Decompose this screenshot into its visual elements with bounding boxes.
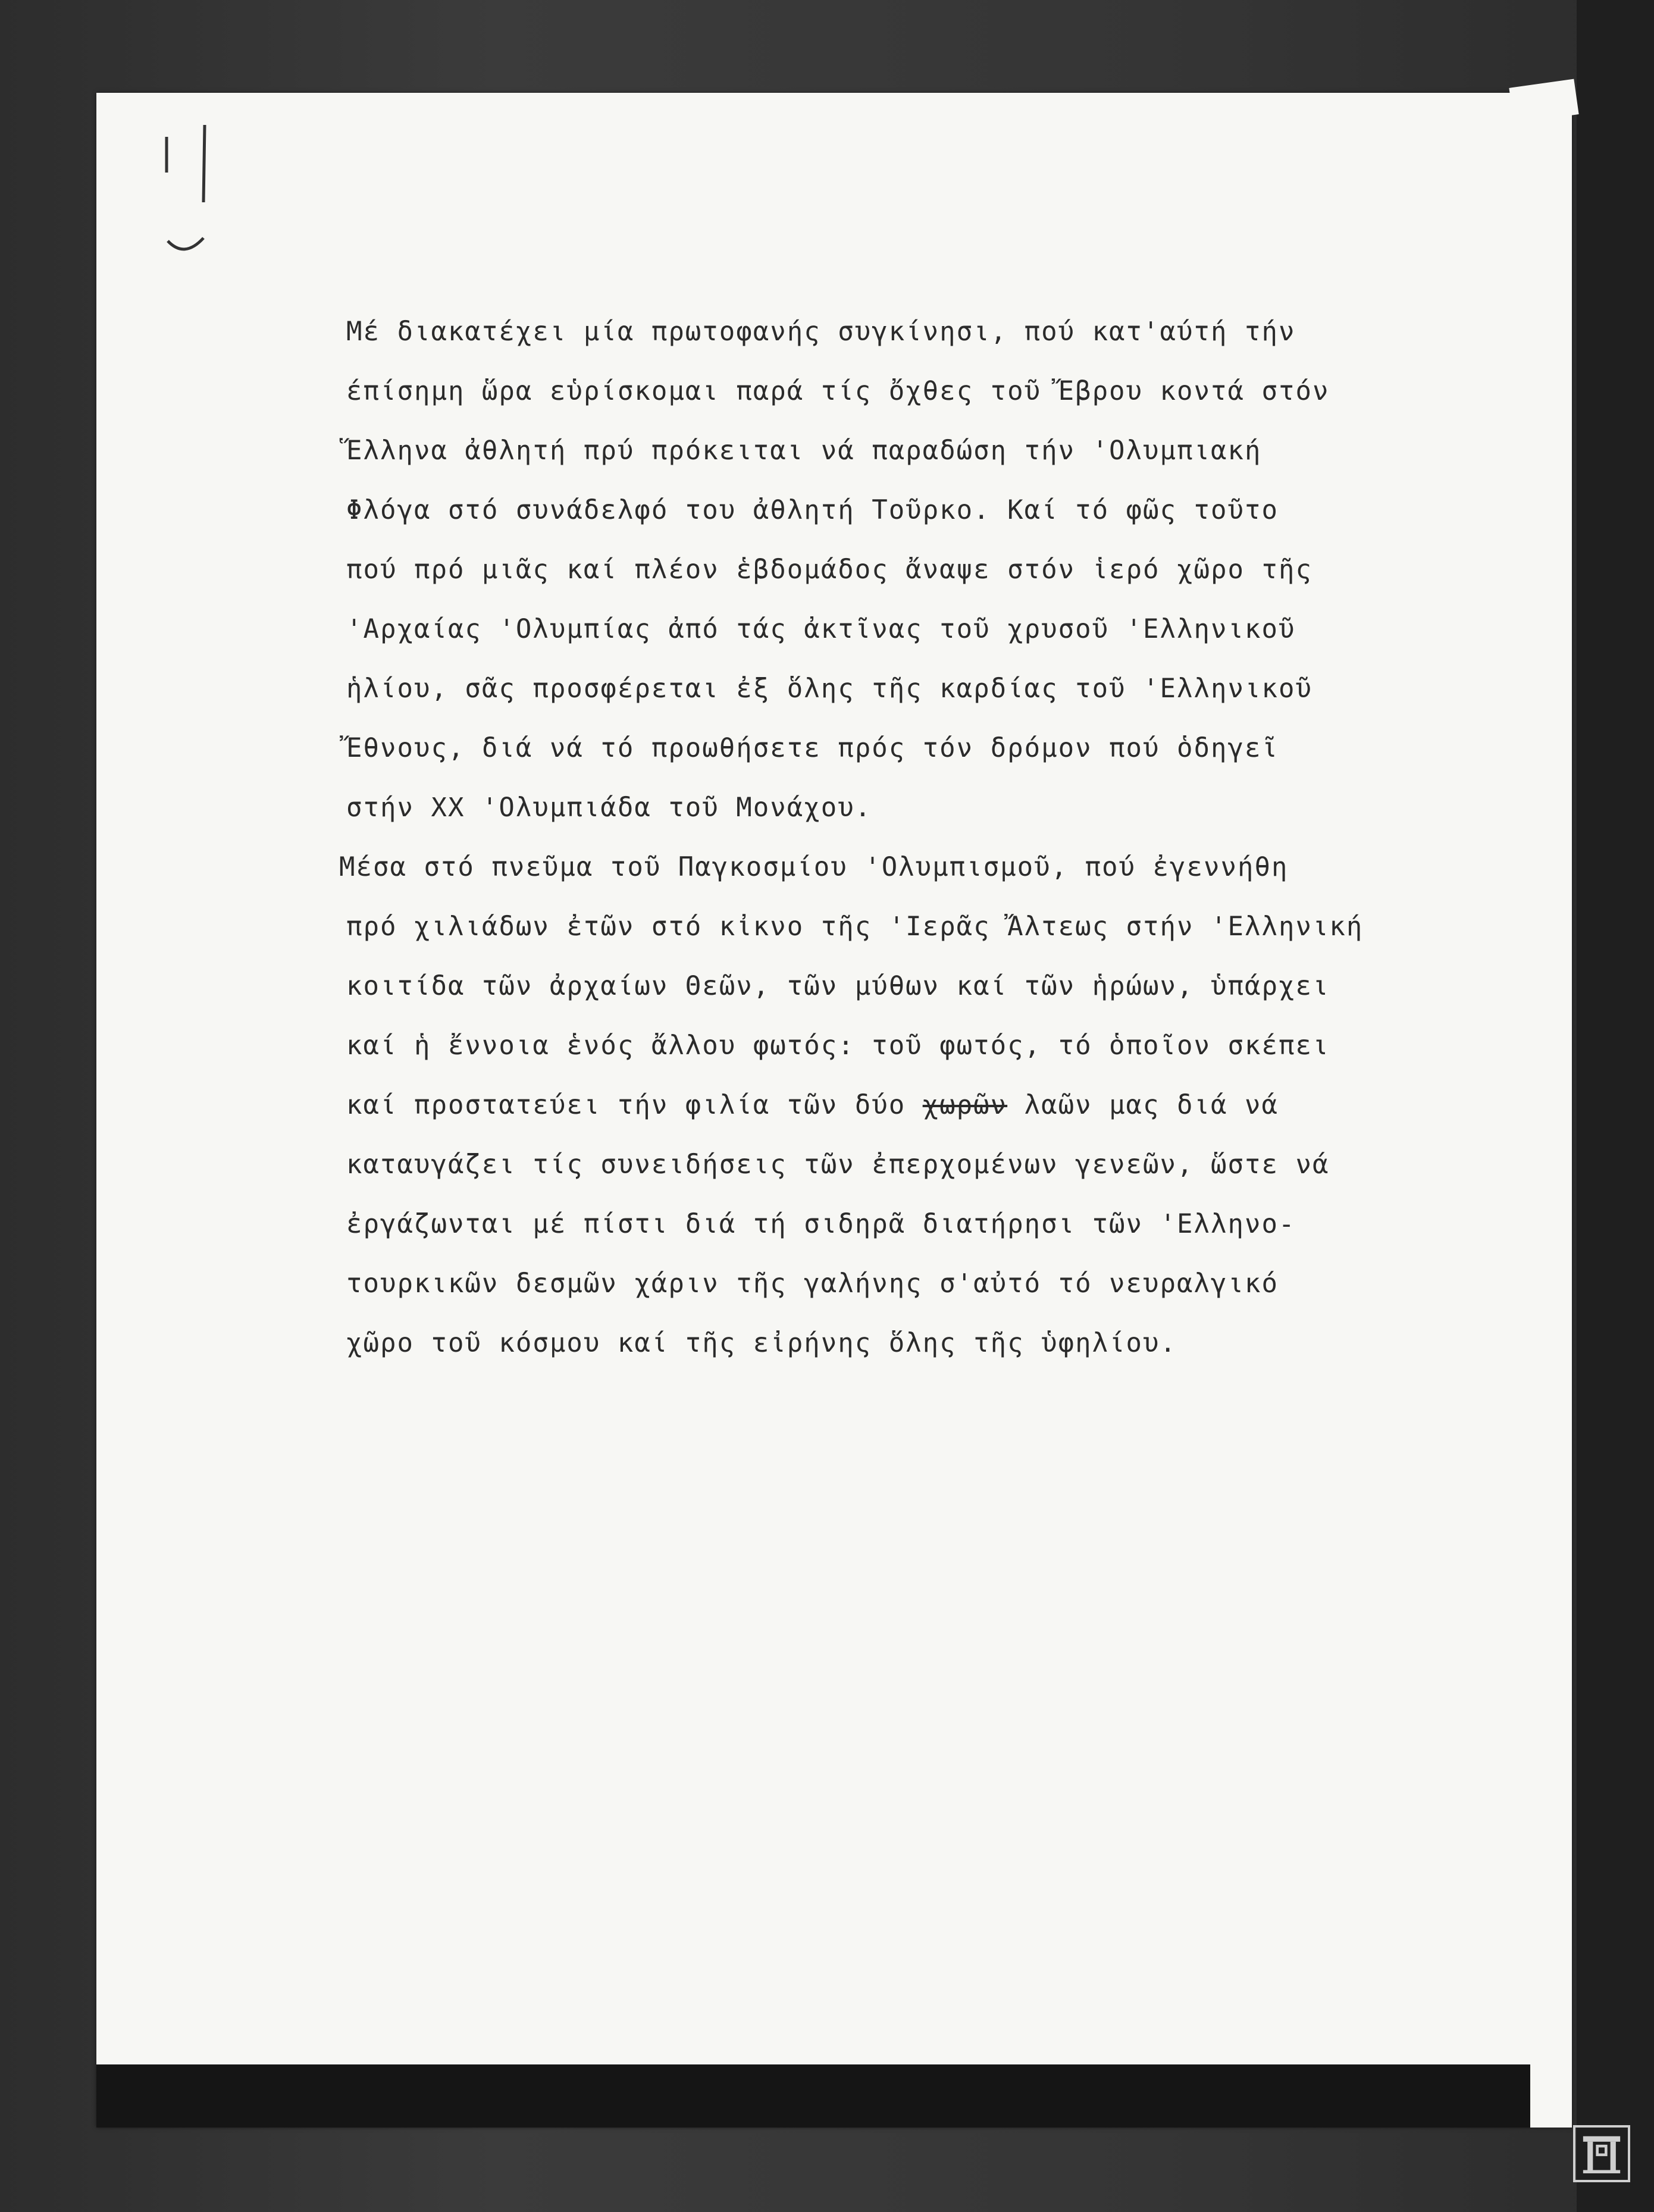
text-line: Μέ διακατέχει μία πρωτοφανής συγκίνησι, πού κατ'αύτή τήν [346, 317, 1296, 347]
scan-bottom-band [96, 2064, 1530, 2128]
archive-logo-icon [1573, 2125, 1630, 2182]
text-line: στήν XX 'Ολυμπιάδα τοῦ Μονάχου. [346, 792, 872, 823]
text-line: κοιτίδα τῶν ἀρχαίων Θεῶν, τῶν μύθων καί τῶν ἡρώων, ὑπάρχει [346, 971, 1330, 1001]
scanner-edge-strip [1577, 0, 1654, 2212]
text-line: Ἔθνους, διά νά τό προωθήσετε πρός τόν δρόμον πού ὁδηγεῖ [346, 733, 1279, 763]
text-line: καί ἡ ἔννοια ἑνός ἄλλου φωτός: τοῦ φωτός, τό ὁποῖον σκέπει [346, 1030, 1330, 1061]
text-line: πρό χιλιάδων ἐτῶν στό κἰκνο τῆς 'Ιερᾶς Ἄλτεως στήν 'Ελληνική [346, 911, 1364, 942]
struck-word: χωρῶν [922, 1090, 1008, 1120]
line-text-after: λαῶν μας διά νά [1007, 1090, 1279, 1120]
letter-body [339, 302, 1477, 1373]
text-line: 'Αρχαίας 'Ολυμπίας ἀπό τάς ἀκτῖνας τοῦ χρυσοῦ 'Ελληνικοῦ [346, 614, 1296, 644]
text-line: Φλόγα στό συνάδελφό του ἀθλητή Τοῦρκο. Καί τό φῶς τοῦτο [346, 495, 1279, 525]
text-line: πού πρό μιᾶς καί πλέον ἑβδομάδος ἄναψε στόν ἱερό χῶρο τῆς [346, 554, 1312, 585]
binding-marks [161, 125, 208, 262]
text-line: ἡλίου, σᾶς προσφέρεται ἐξ ὅλης τῆς καρδίας τοῦ 'Ελληνικοῦ [346, 673, 1312, 704]
text-line: χῶρο τοῦ κόσμου καί τῆς εἰρήνης ὅλης τῆς ὑφηλίου. [346, 1328, 1177, 1358]
text-line: Ἕλληνα ἀθλητή πρύ πρόκειται νά παραδώση τήν 'Ολυμπιακή [346, 435, 1262, 466]
text-line: τουρκικῶν δεσμῶν χάριν τῆς γαλήνης σ'αὐτό τό νευραλγικό [346, 1268, 1279, 1299]
paragraph-start-line: Μέσα στό πνεῦμα τοῦ Παγκοσμίου 'Ολυμπισμοῦ, πού ἐγεννήθη [339, 852, 1289, 882]
text-line: καταυγάζει τίς συνειδήσεις τῶν ἐπερχομένων γενεῶν, ὥστε νά [346, 1149, 1330, 1180]
line-text-before: καί προστατεύει τήν φιλία τῶν δύο [346, 1090, 923, 1120]
text-line: ἐργάζωνται μέ πίστι διά τή σιδηρᾶ διατήρησι τῶν 'Ελληνο- [346, 1209, 1296, 1239]
text-line-with-strikethrough [346, 1076, 1477, 1135]
text-line: έπίσημη ὥρα εὑρίσκομαι παρά τίς ὄχθες τοῦ Ἔβρου κοντά στόν [346, 376, 1330, 406]
